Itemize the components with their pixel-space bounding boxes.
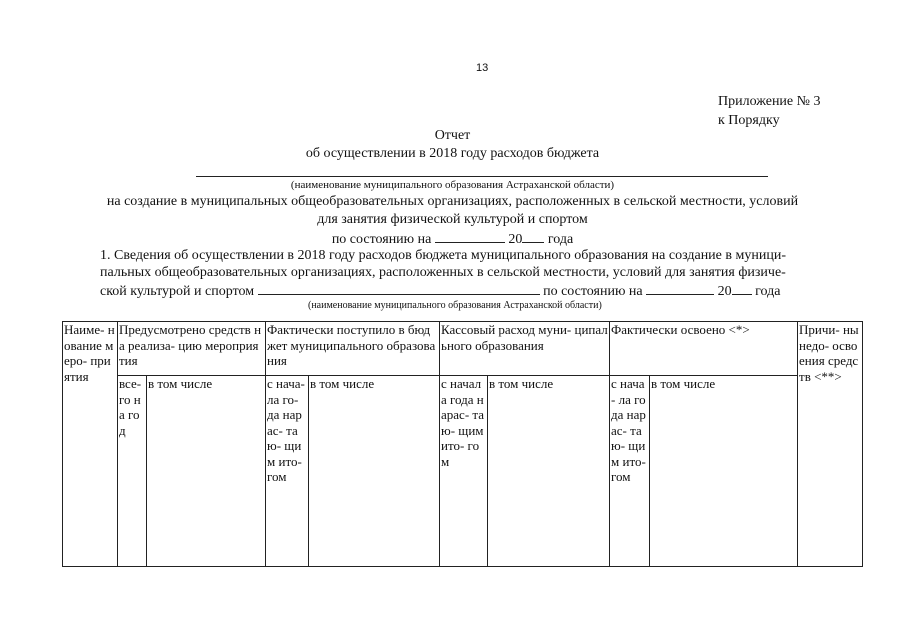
section1-line-1: 1. Сведения об осуществлении в 2018 году расходов бюджета муниципального образования на создание в муници- — [100, 248, 786, 263]
section1-line-3 — [100, 282, 780, 300]
col-header-received: Фактически поступило в бюджет муниципального образования — [266, 322, 440, 376]
report-subtitle: об осуществлении в 2018 году расходов бюджета — [305, 146, 600, 161]
sub-incl-planned: в том числе — [147, 376, 266, 567]
report-title: Отчет — [434, 128, 471, 143]
table-subheader-row — [63, 376, 863, 567]
purpose-year-blank — [522, 230, 544, 243]
section1-line-3-prefix: ской культурой и спортом — [100, 284, 255, 299]
annex-heading — [718, 92, 821, 130]
section1-note: (наименование муниципального образования Астраханской области) — [308, 300, 602, 311]
col-header-reasons: Причи- ны недо- освоения средств <**> — [798, 322, 863, 567]
annex-line-2: к Порядку — [718, 113, 780, 128]
municipality-note: (наименование муниципального образования Астраханской области) — [290, 179, 615, 191]
col-header-planned: Предусмотрено средств на реализа- цию мероприятия — [118, 322, 266, 376]
purpose-date-suffix: года — [547, 232, 574, 247]
purpose-date-blank — [435, 230, 505, 243]
section1-year-prefix: 20 — [717, 284, 732, 299]
sub-cumulative-received: с нача- ла го- да нарас- таю- щим ито- гом — [266, 376, 309, 567]
sub-incl-received: в том числе — [309, 376, 440, 567]
municipality-name-line — [196, 176, 768, 177]
col-header-spent: Фактически освоено <*> — [610, 322, 798, 376]
sub-total-year: все- го на год — [118, 376, 147, 567]
sub-incl-spent: в том числе — [650, 376, 798, 567]
section1-date-suffix: года — [755, 284, 781, 299]
section1-date-prefix: по состоянию на — [543, 284, 643, 299]
sub-incl-cash: в том числе — [488, 376, 610, 567]
section1-line-2: пальных общеобразовательных организациях, расположенных в сельской местности, условий для занятия физиче- — [100, 265, 786, 280]
col-header-cash: Кассовый расход муни- ципального образования — [440, 322, 610, 376]
table-header-row — [63, 322, 863, 376]
sub-cumulative-spent: с нача- ла года нарас- таю- щим ито- гом — [610, 376, 650, 567]
annex-line-1: Приложение № 3 — [718, 94, 821, 109]
purpose-date-prefix: по состоянию на — [331, 232, 432, 247]
col-header-name: Наиме- нование меро- приятия — [63, 322, 118, 567]
purpose-year-prefix: 20 — [508, 232, 523, 247]
report-table — [62, 321, 863, 567]
purpose-date-line — [0, 230, 905, 248]
section1-date-blank — [646, 282, 714, 295]
purpose-line-1: на создание в муниципальных общеобразовательных организациях, расположенных в сельской местности, условий — [106, 194, 799, 209]
section1-year-blank — [732, 282, 752, 295]
sub-cumulative-cash: с начала года нарас- таю- щим ито- гом — [440, 376, 488, 567]
purpose-line-2: для занятия физической культурой и спортом — [317, 212, 588, 227]
page-number: 13 — [476, 62, 489, 74]
section1-name-blank — [258, 282, 540, 295]
